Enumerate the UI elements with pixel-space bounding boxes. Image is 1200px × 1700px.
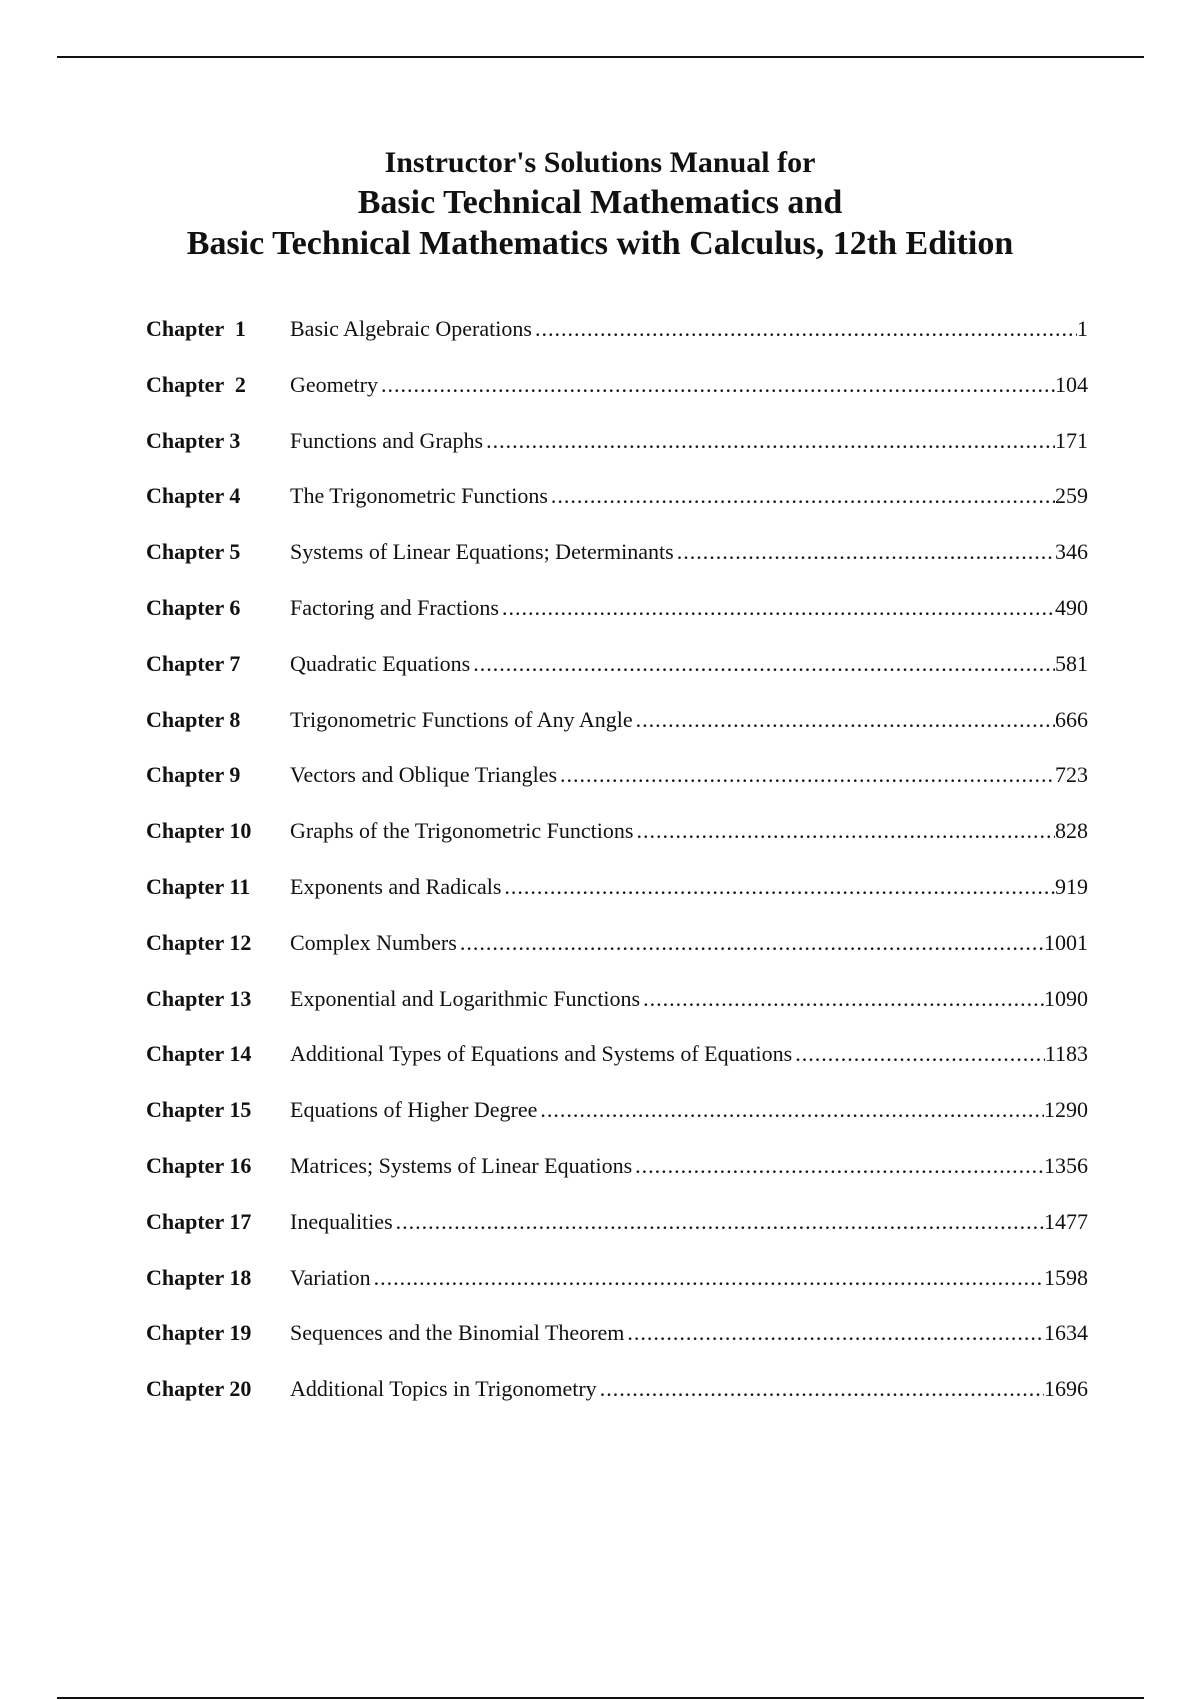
toc-chapter-title: Trigonometric Functions of Any Angle xyxy=(290,706,633,732)
title-line-2: Basic Technical Mathematics and xyxy=(357,184,843,221)
toc-row[interactable] xyxy=(146,1153,1088,1209)
toc-chapter-number: Chapter 7 xyxy=(146,650,241,676)
toc-dot-leader xyxy=(551,483,1055,509)
toc-dot-leader xyxy=(677,539,1055,565)
toc-chapter-number: Chapter 9 xyxy=(146,762,241,788)
toc-page-number: 346 xyxy=(1055,539,1088,565)
toc-chapter-title: Inequalities xyxy=(290,1208,393,1234)
toc-chapter-number: Chapter 14 xyxy=(146,1041,252,1067)
toc-dot-leader xyxy=(486,428,1055,454)
toc-chapter-number: Chapter 16 xyxy=(146,1152,252,1178)
toc-row[interactable] xyxy=(146,595,1088,651)
toc-dot-leader xyxy=(636,818,1055,844)
toc-chapter-number: Chapter 19 xyxy=(146,1320,252,1346)
toc-chapter-number: Chapter 5 xyxy=(146,539,241,565)
toc-chapter-title: Complex Numbers xyxy=(290,929,457,955)
toc-chapter-number: Chapter 8 xyxy=(146,706,241,732)
toc-chapter-title: Quadratic Equations xyxy=(290,650,471,676)
toc-row[interactable] xyxy=(146,1097,1088,1153)
toc-page-number: 1090 xyxy=(1044,985,1088,1011)
toc-chapter-number: Chapter 10 xyxy=(146,818,252,844)
toc-chapter-number: Chapter 3 xyxy=(146,427,241,453)
toc-page-number: 1183 xyxy=(1044,1041,1088,1067)
toc-page-number: 919 xyxy=(1055,873,1088,899)
toc-page-number: 1477 xyxy=(1044,1208,1088,1234)
toc-dot-leader xyxy=(535,316,1077,342)
toc-dot-leader xyxy=(795,1041,1045,1067)
toc-chapter-title: Variation xyxy=(290,1264,371,1290)
toc-chapter-title: Factoring and Fractions xyxy=(290,594,499,620)
toc-row[interactable] xyxy=(146,707,1088,763)
bottom-rule xyxy=(57,1697,1144,1699)
toc-row[interactable] xyxy=(146,930,1088,986)
toc-dot-leader xyxy=(473,651,1055,677)
toc-row[interactable] xyxy=(146,1376,1088,1432)
toc-dot-leader xyxy=(381,372,1055,398)
toc-row[interactable] xyxy=(146,986,1088,1042)
toc-page-number: 104 xyxy=(1055,371,1088,397)
toc-dot-leader xyxy=(540,1097,1044,1123)
toc-row[interactable] xyxy=(146,483,1088,539)
top-rule xyxy=(57,56,1144,58)
toc-row[interactable] xyxy=(146,539,1088,595)
toc-chapter-number: Chapter 1 xyxy=(146,316,246,341)
toc-page-number: 1696 xyxy=(1044,1376,1088,1402)
toc-chapter-number: Chapter 12 xyxy=(146,929,252,955)
toc-row[interactable] xyxy=(146,1209,1088,1265)
toc-chapter-title: Additional Topics in Trigonometry xyxy=(290,1376,597,1402)
table-of-contents xyxy=(146,316,1088,1432)
toc-chapter-number: Chapter 2 xyxy=(146,371,246,397)
toc-dot-leader xyxy=(460,930,1044,956)
toc-chapter-title: Matrices; Systems of Linear Equations xyxy=(290,1152,633,1178)
toc-chapter-title: Additional Types of Equations and Systems of Equations xyxy=(290,1041,793,1067)
toc-page-number: 1598 xyxy=(1044,1264,1088,1290)
toc-chapter-title: Vectors and Oblique Triangles xyxy=(290,762,558,788)
toc-dot-leader xyxy=(627,1320,1044,1346)
toc-chapter-number: Chapter 17 xyxy=(146,1208,252,1234)
toc-page-number: 1634 xyxy=(1044,1320,1088,1346)
toc-dot-leader xyxy=(502,595,1055,621)
title-line-1: Instructor's Solutions Manual for xyxy=(384,146,816,179)
toc-chapter-number: Chapter 20 xyxy=(146,1376,252,1402)
toc-chapter-number: Chapter 13 xyxy=(146,985,252,1011)
toc-row[interactable] xyxy=(146,1320,1088,1376)
toc-dot-leader xyxy=(560,762,1055,788)
toc-page-number: 828 xyxy=(1055,818,1088,844)
toc-chapter-number: Chapter 11 xyxy=(146,873,251,899)
toc-dot-leader xyxy=(600,1376,1044,1402)
toc-chapter-title: Basic Algebraic Operations xyxy=(290,316,532,341)
toc-dot-leader xyxy=(504,874,1055,900)
toc-chapter-title: Sequences and the Binomial Theorem xyxy=(290,1320,625,1346)
toc-dot-leader xyxy=(635,1153,1044,1179)
toc-row[interactable] xyxy=(146,818,1088,874)
toc-dot-leader xyxy=(636,707,1055,733)
toc-row[interactable] xyxy=(146,1041,1088,1097)
toc-chapter-number: Chapter 4 xyxy=(146,483,241,509)
toc-dot-leader xyxy=(643,986,1044,1012)
toc-dot-leader xyxy=(396,1209,1044,1235)
toc-chapter-title: Exponential and Logarithmic Functions xyxy=(290,985,641,1011)
toc-page-number: 171 xyxy=(1055,427,1088,453)
toc-row[interactable] xyxy=(146,428,1088,484)
toc-row[interactable] xyxy=(146,316,1088,372)
document-title xyxy=(0,144,1200,264)
toc-dot-leader xyxy=(374,1265,1044,1291)
toc-chapter-title: Exponents and Radicals xyxy=(290,873,502,899)
toc-page-number: 490 xyxy=(1055,594,1088,620)
toc-chapter-number: Chapter 18 xyxy=(146,1264,252,1290)
toc-row[interactable] xyxy=(146,372,1088,428)
toc-page-number: 666 xyxy=(1055,706,1088,732)
toc-chapter-title: Functions and Graphs xyxy=(290,427,484,453)
toc-chapter-title: Systems of Linear Equations; Determinants xyxy=(290,539,674,565)
toc-chapter-number: Chapter 6 xyxy=(146,594,241,620)
title-line-3: Basic Technical Mathematics with Calculus, 12th Edition xyxy=(186,225,1014,262)
toc-page-number: 581 xyxy=(1055,650,1088,676)
toc-row[interactable] xyxy=(146,762,1088,818)
toc-page-number: 1290 xyxy=(1044,1097,1088,1123)
toc-row[interactable] xyxy=(146,1265,1088,1321)
toc-page-number: 1356 xyxy=(1044,1152,1088,1178)
toc-chapter-title: Graphs of the Trigonometric Functions xyxy=(290,818,634,844)
toc-page-number: 259 xyxy=(1055,483,1088,509)
toc-page-number: 1001 xyxy=(1044,929,1088,955)
toc-row[interactable] xyxy=(146,874,1088,930)
toc-chapter-number: Chapter 15 xyxy=(146,1097,252,1123)
toc-chapter-title: Geometry xyxy=(290,371,378,397)
toc-chapter-title: The Trigonometric Functions xyxy=(290,483,548,509)
toc-row[interactable] xyxy=(146,651,1088,707)
toc-page-number: 723 xyxy=(1055,762,1088,788)
toc-page-number: 1 xyxy=(1077,316,1088,341)
toc-chapter-title: Equations of Higher Degree xyxy=(290,1097,538,1123)
